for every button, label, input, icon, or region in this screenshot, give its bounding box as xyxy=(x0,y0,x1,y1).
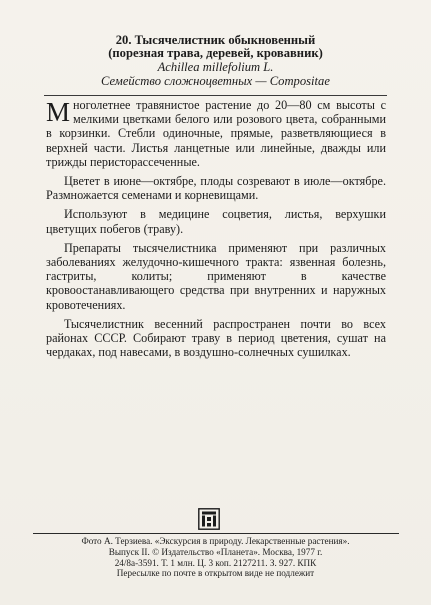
description-text xyxy=(46,98,386,364)
drop-cap: М xyxy=(46,97,71,127)
planeta-publisher-logo-icon xyxy=(198,508,220,530)
paragraph-1-text: ноголетнее травянистое растение до 20—80 см высоты с мелкими цветками белого или розового цвета, собранными в корзинки. Стебли одиночные, прямые, разветвляющиеся в верхней части. Листья ланцетные или линейные, дважды или трижды перисторассеченные. xyxy=(46,98,386,169)
family-name: Семейство сложноцветных — Compositae xyxy=(101,74,330,88)
paragraph-usage: Используют в медицине соцветия, листья, верхушки цветущих побегов (траву). xyxy=(46,207,386,236)
paragraph-medical: Препараты тысячелистника применяют при различных заболеваниях желудочно-кишечного тракта: язвенная болезнь, гастриты, колиты; применяют в качестве кровоостанавливающего средства при внутренних и наружных кровотечениях. xyxy=(46,240,386,312)
imprint-line-2: Выпуск II. © Издательство «Планета». Москва, 1977 г. xyxy=(108,546,323,557)
imprint xyxy=(0,536,431,579)
title-line-1: 20. Тысячелистник обыкновенный xyxy=(115,33,316,47)
paragraph-distribution: Тысячелистник весенний распространен почти во всех районах СССР. Собирают траву в период цветения, сушат на чердаках, под навесами, в воздушно-солнечных сушилках. xyxy=(46,316,386,360)
latin-name: Achillea millefolium L. xyxy=(157,60,274,74)
footer-divider xyxy=(33,533,399,534)
header xyxy=(0,34,431,88)
paragraph-description xyxy=(46,98,386,169)
imprint-line-4: Пересылке по почте в открытом виде не подлежит xyxy=(116,568,315,579)
title-line-2: (порезная трава, деревей, кровавник) xyxy=(108,46,323,60)
header-divider xyxy=(44,95,387,96)
imprint-line-3: 24/8а-3591. Т. 1 млн. Ц. 3 коп. 2127211. З. 927. КПК xyxy=(114,557,317,568)
paragraph-flowering: Цветет в июне—октябре, плоды созревают в июле—октябре. Размножается семенами и корневищами. xyxy=(46,174,386,203)
imprint-line-1: Фото А. Терзиева. «Экскурсия в природу. Лекарственные растения». xyxy=(81,536,350,546)
